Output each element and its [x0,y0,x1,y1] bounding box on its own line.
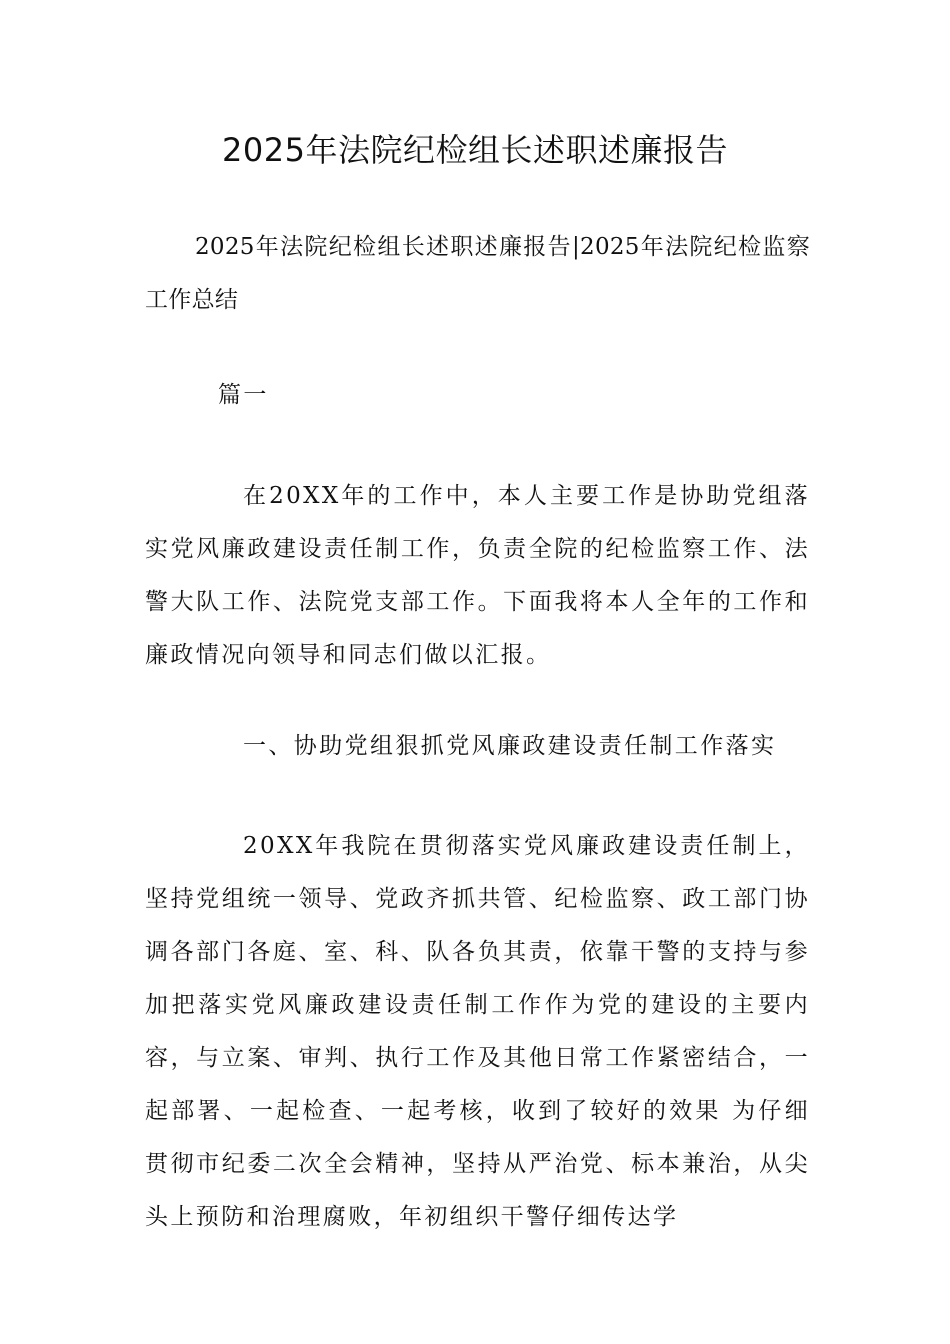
document-subtitle: 2025年法院纪检组长述职述廉报告|2025年法院纪检监察工作总结 [145,234,810,313]
section-heading: 一、协助党组狠抓党风廉政建设责任制工作落实 [243,733,777,759]
section-label: 篇一 [218,382,269,408]
document-title: 2025年法院纪检组长述职述廉报告 [222,131,728,169]
intro-paragraph: 在20XX年的工作中，本人主要工作是协助党组落实党风廉政建设责任制工作，负责全院的纪检监察工作、法警大队工作、法院党支部工作。下面我将本人全年的工作和廉政情况向领导和同志们做以汇报。 [145,483,810,668]
body-paragraph: 20XX年我院在贯彻落实党风廉政建设责任制上，坚持党组统一领导、党政齐抓共管、纪检监察、政工部门协调各部门各庭、室、科、队各负其责，依靠干警的支持与参加把落实党风廉政建设责任制工作作为党的建设的主要内容，与立案、审判、执行工作及其他日常工作紧密结合，一起部署、一起检查、一起考核，收到了较好的效果 为仔细贯彻市纪委二次全会精神，坚持从严治党、标本兼治，从尖头上预防和治理腐败，年初组织干警仔细传达学 [145,833,810,1230]
